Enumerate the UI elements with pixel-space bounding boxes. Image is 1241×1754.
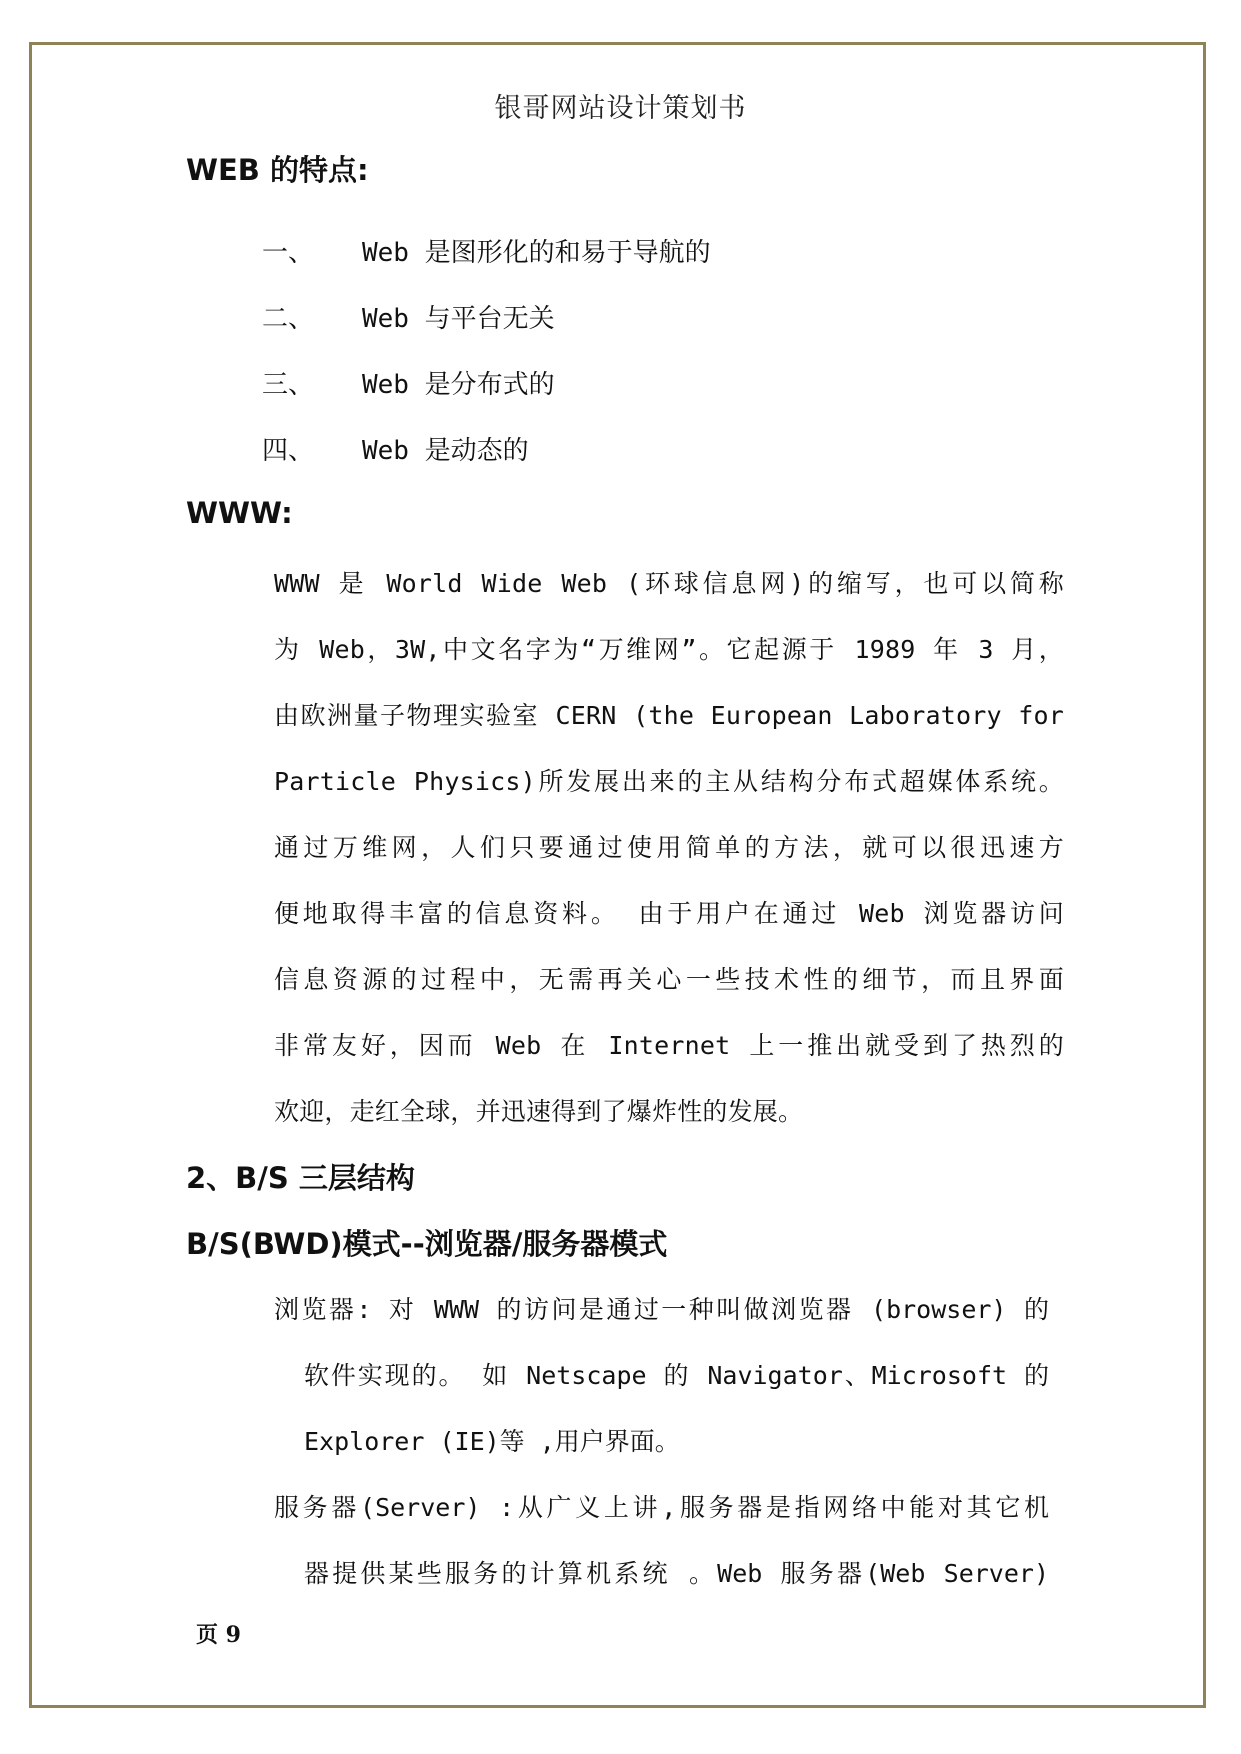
list-number: 一、 — [262, 238, 315, 268]
paragraph-line: Particle Physics)所发展出来的主从结构分布式超媒体系统。 — [274, 767, 1064, 796]
list-text: Web 是动态的 — [362, 436, 529, 466]
paragraph-line: 信息资源的过程中，无需再关心一些技术性的细节，而且界面 — [274, 965, 1064, 994]
browser-definition-line: Explorer (IE)等 ,用户界面。 — [304, 1427, 680, 1456]
page-header-title: 银哥网站设计策划书 — [494, 93, 747, 124]
bs-structure-heading: 2、B/S 三层结构 — [186, 1161, 415, 1195]
list-text: Web 是分布式的 — [362, 370, 555, 400]
server-definition-line: 服务器(Server) :从广义上讲,服务器是指网络中能对其它机 — [274, 1493, 1049, 1522]
web-features-heading: WEB 的特点: — [186, 153, 369, 187]
paragraph-line: 欢迎，走红全球，并迅速得到了爆炸性的发展。 — [274, 1097, 804, 1126]
list-number: 二、 — [262, 304, 315, 334]
list-item — [262, 298, 555, 335]
paragraph-line: 为 Web，3W,中文名字为“万维网”。它起源于 1989 年 3 月， — [274, 635, 1064, 664]
bs-mode-subheading: B/S(BWD)模式--浏览器/服务器模式 — [186, 1227, 668, 1261]
page-number: 页 9 — [196, 1622, 241, 1648]
browser-definition-line: 浏览器: 对 WWW 的访问是通过一种叫做浏览器 (browser) 的 — [274, 1295, 1049, 1324]
list-text: Web 与平台无关 — [362, 304, 555, 334]
list-number: 四、 — [262, 436, 315, 466]
paragraph-line: 非常友好，因而 Web 在 Internet 上一推出就受到了热烈的 — [274, 1031, 1064, 1060]
www-heading: WWW: — [186, 496, 293, 530]
list-item — [262, 364, 555, 401]
paragraph-line: 通过万维网，人们只要通过使用简单的方法，就可以很迅速方 — [274, 833, 1064, 862]
paragraph-line: 便地取得丰富的信息资料。 由于用户在通过 Web 浏览器访问 — [274, 899, 1064, 928]
server-definition-line: 器提供某些服务的计算机系统 。Web 服务器(Web Server) — [304, 1559, 1049, 1588]
paragraph-line: 由欧洲量子物理实验室 CERN (the European Laboratory for — [274, 701, 1064, 730]
list-text: Web 是图形化的和易于导航的 — [362, 238, 711, 268]
list-number: 三、 — [262, 370, 315, 400]
browser-definition-line: 软件实现的。 如 Netscape 的 Navigator、Microsoft 的 — [304, 1361, 1049, 1390]
page-border — [29, 42, 1206, 1708]
list-item — [262, 430, 529, 467]
list-item — [262, 232, 711, 269]
paragraph-line: WWW 是 World Wide Web (环球信息网)的缩写，也可以简称 — [274, 569, 1064, 598]
